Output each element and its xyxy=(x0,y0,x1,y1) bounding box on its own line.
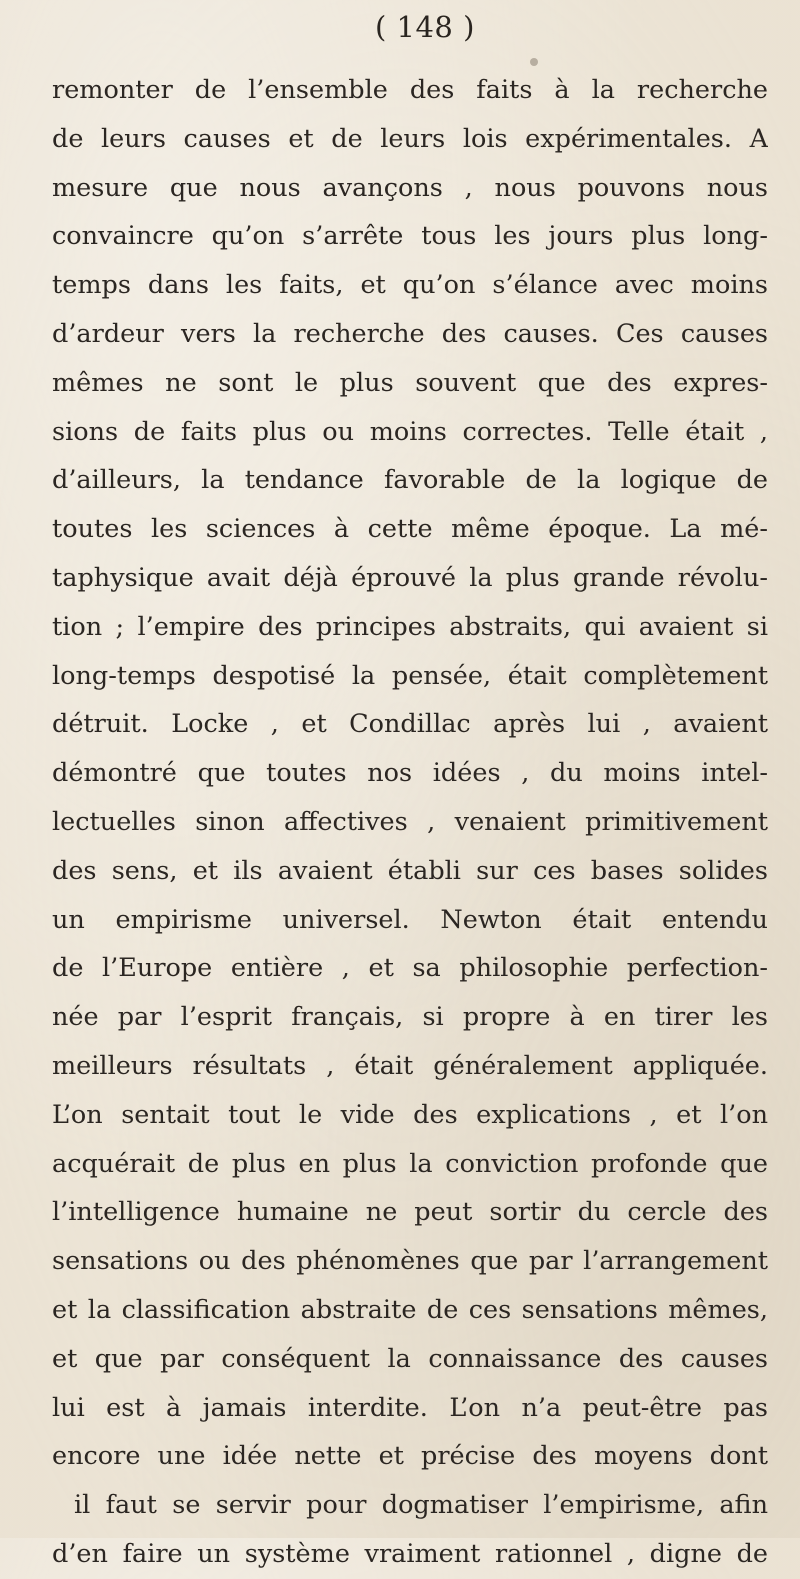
text-line: lectuelles sinon affectives , venaient primitivement xyxy=(52,806,768,837)
text-line: lui est à jamais interdite. L’on n’a peut-être pas xyxy=(52,1392,768,1423)
text-line: convaincre qu’on s’arrête tous les jours plus long- xyxy=(52,221,768,252)
text-line: long-temps despotisé la pensée, était complètement xyxy=(52,660,768,691)
text-line: remonter de l’ensemble des faits à la recherche xyxy=(52,75,768,105)
ink-speck xyxy=(530,58,538,66)
text-line: née par l’esprit français, si propre à en tirer les xyxy=(52,1002,768,1033)
text-line: toutes les sciences à cette même époque. La mé- xyxy=(52,514,768,545)
text-line: démontré que toutes nos idées , du moins intel- xyxy=(52,758,768,789)
text-line: temps dans les faits, et qu’on s’élance avec moins xyxy=(52,270,768,301)
text-line: acquérait de plus en plus la conviction profonde que xyxy=(52,1148,768,1179)
text-line: mêmes ne sont le plus souvent que des expres- xyxy=(52,367,768,398)
text-line: et la classification abstraite de ces sensations mêmes, xyxy=(52,1294,768,1325)
text-line: tion ; l’empire des principes abstraits, qui avaient si xyxy=(52,611,768,642)
text-line: d’en faire un système vraiment rationnel , digne de xyxy=(52,1538,768,1569)
body-text xyxy=(52,66,768,1579)
text-line: de leurs causes et de leurs lois expérimentales. A xyxy=(52,123,768,154)
text-line: de l’Europe entière , et sa philosophie perfection- xyxy=(52,953,768,984)
text-line: l’intelligence humaine ne peut sortir du cercle des xyxy=(52,1197,768,1228)
text-line: sensations ou des phénomènes que par l’arrangement xyxy=(52,1246,768,1277)
text-line: et que par conséquent la connaissance des causes xyxy=(52,1343,768,1374)
text-line: des sens, et ils avaient établi sur ces bases solides xyxy=(52,855,768,886)
text-line: taphysique avait déjà éprouvé la plus grande révolu- xyxy=(52,562,768,593)
text-line: sions de faits plus ou moins correctes. Telle était , xyxy=(52,416,768,447)
text-line: L’on sentait tout le vide des explications , et l’on xyxy=(52,1099,768,1130)
text-line: il faut se servir pour dogmatiser l’empirisme, afin xyxy=(74,1490,768,1521)
text-line: d’ailleurs, la tendance favorable de la logique de xyxy=(52,465,768,496)
text-line: mesure que nous avançons , nous pouvons nous xyxy=(52,172,768,203)
text-line: meilleurs résultats , était généralement appliquée. xyxy=(52,1050,768,1081)
page-number: ( 148 ) xyxy=(375,10,475,44)
text-line: un empirisme universel. Newton était entendu xyxy=(52,904,768,935)
text-line: d’ardeur vers la recherche des causes. Ces causes xyxy=(52,318,768,349)
text-line: détruit. Locke , et Condillac après lui , avaient xyxy=(52,709,768,740)
text-line: encore une idée nette et précise des moyens dont xyxy=(52,1441,768,1472)
